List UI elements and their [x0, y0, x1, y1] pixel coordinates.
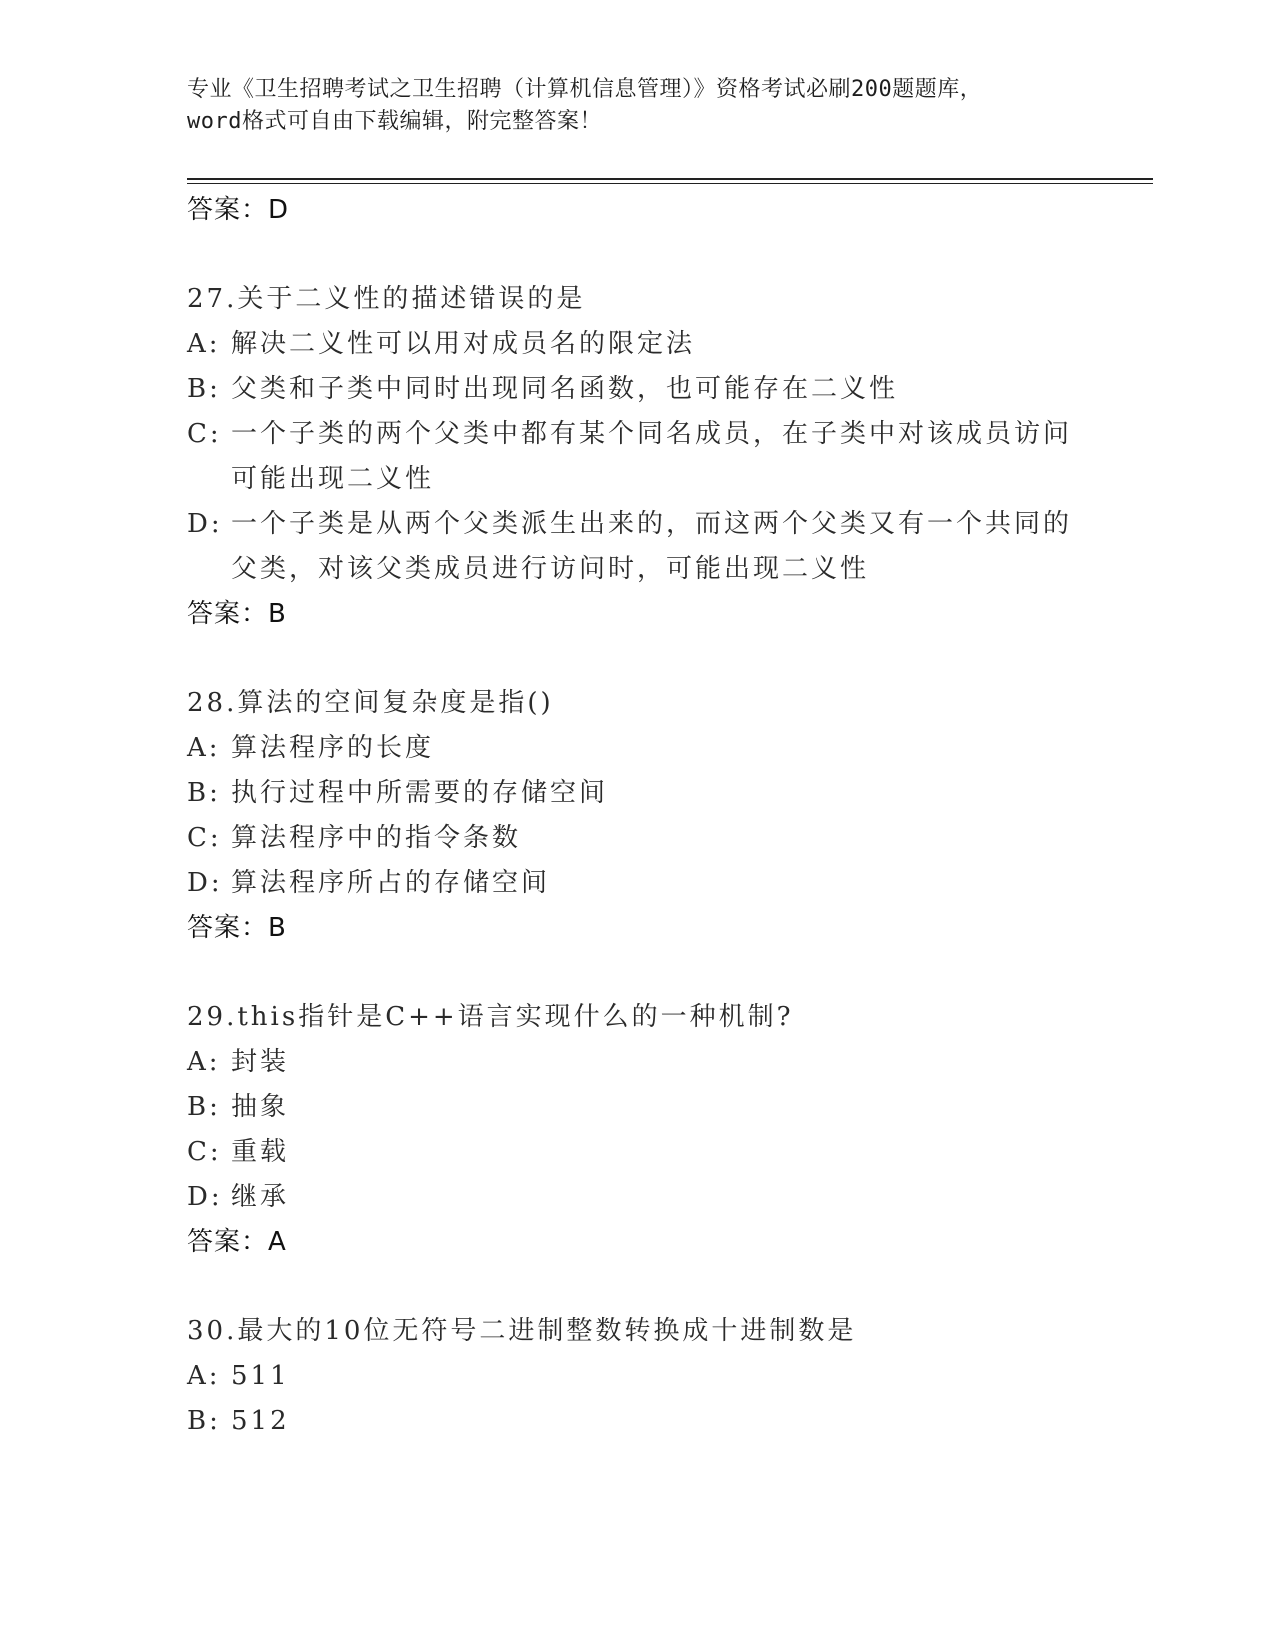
question-stem: 28.算法的空间复杂度是指() [187, 688, 554, 718]
option-key: B: [187, 1406, 221, 1436]
option-text: 一个子类的两个父类中都有某个同名成员，在子类中对该成员访问可能出现二义性 [231, 419, 1073, 494]
option-b [187, 1399, 1087, 1444]
header-line-1: 专业《卫生招聘考试之卫生招聘（计算机信息管理）》资格考试必刷200题题库， [187, 77, 983, 102]
option-a [187, 1354, 1087, 1399]
header-rule-thin [187, 183, 1153, 184]
option-text: 算法程序的长度 [231, 733, 435, 763]
option-d [187, 861, 1087, 906]
option-key: A: [187, 1047, 221, 1077]
answer-line: 答案：B [187, 599, 287, 629]
option-text: 父类和子类中同时出现同名函数，也可能存在二义性 [231, 374, 899, 404]
spacer [187, 636, 1087, 681]
option-key: A: [187, 733, 221, 763]
option-text: 解决二义性可以用对成员名的限定法 [231, 329, 696, 359]
option-a [187, 322, 1087, 367]
option-text: 一个子类是从两个父类派生出来的，而这两个父类又有一个共同的父类，对该父类成员进行访问时，可能出现二义性 [231, 509, 1073, 584]
option-a [187, 1040, 1087, 1085]
spacer [187, 1264, 1087, 1309]
option-a [187, 726, 1087, 771]
option-text: 抽象 [231, 1092, 290, 1122]
option-key: C: [187, 823, 222, 853]
option-text: 算法程序所占的存储空间 [231, 868, 551, 898]
spacer [187, 950, 1087, 995]
option-key: B: [187, 778, 221, 808]
question-stem: 27.关于二义性的描述错误的是 [187, 284, 586, 314]
option-text: 算法程序中的指令条数 [231, 823, 522, 853]
option-text: 封装 [231, 1047, 290, 1077]
answer-line: 答案：A [187, 1227, 287, 1257]
option-text: 512 [231, 1406, 290, 1436]
option-b [187, 367, 1087, 412]
option-key: D: [187, 509, 223, 539]
option-c [187, 1130, 1087, 1175]
question-block [187, 1309, 1087, 1444]
option-d [187, 1175, 1087, 1220]
option-text: 执行过程中所需要的存储空间 [231, 778, 609, 808]
option-key: A: [187, 329, 221, 359]
option-c [187, 412, 1087, 502]
option-key: B: [187, 374, 221, 404]
option-text: 511 [231, 1361, 290, 1391]
option-b [187, 1085, 1087, 1130]
spacer [187, 232, 1087, 277]
question-stem: 30.最大的10位无符号二进制整数转换成十进制数是 [187, 1316, 857, 1346]
option-key: B: [187, 1092, 221, 1122]
option-key: C: [187, 1137, 222, 1167]
header-rule-thick [187, 178, 1153, 180]
option-b [187, 771, 1087, 816]
question-block [187, 995, 1087, 1264]
document-header [187, 74, 1087, 138]
header-line-2: word格式可自由下载编辑，附完整答案！ [187, 109, 602, 134]
option-key: D: [187, 868, 223, 898]
question-list [187, 188, 1087, 1444]
option-key: C: [187, 419, 222, 449]
option-key: A: [187, 1361, 221, 1391]
option-key: D: [187, 1182, 223, 1212]
answer-line: 答案：D [187, 195, 290, 225]
option-d [187, 502, 1087, 592]
question-stem: 29.this指针是C++语言实现什么的一种机制? [187, 1002, 794, 1032]
answer-line: 答案：B [187, 913, 287, 943]
option-text: 继承 [231, 1182, 290, 1212]
question-block [187, 681, 1087, 950]
option-text: 重载 [231, 1137, 290, 1167]
option-c [187, 816, 1087, 861]
question-block [187, 277, 1087, 636]
